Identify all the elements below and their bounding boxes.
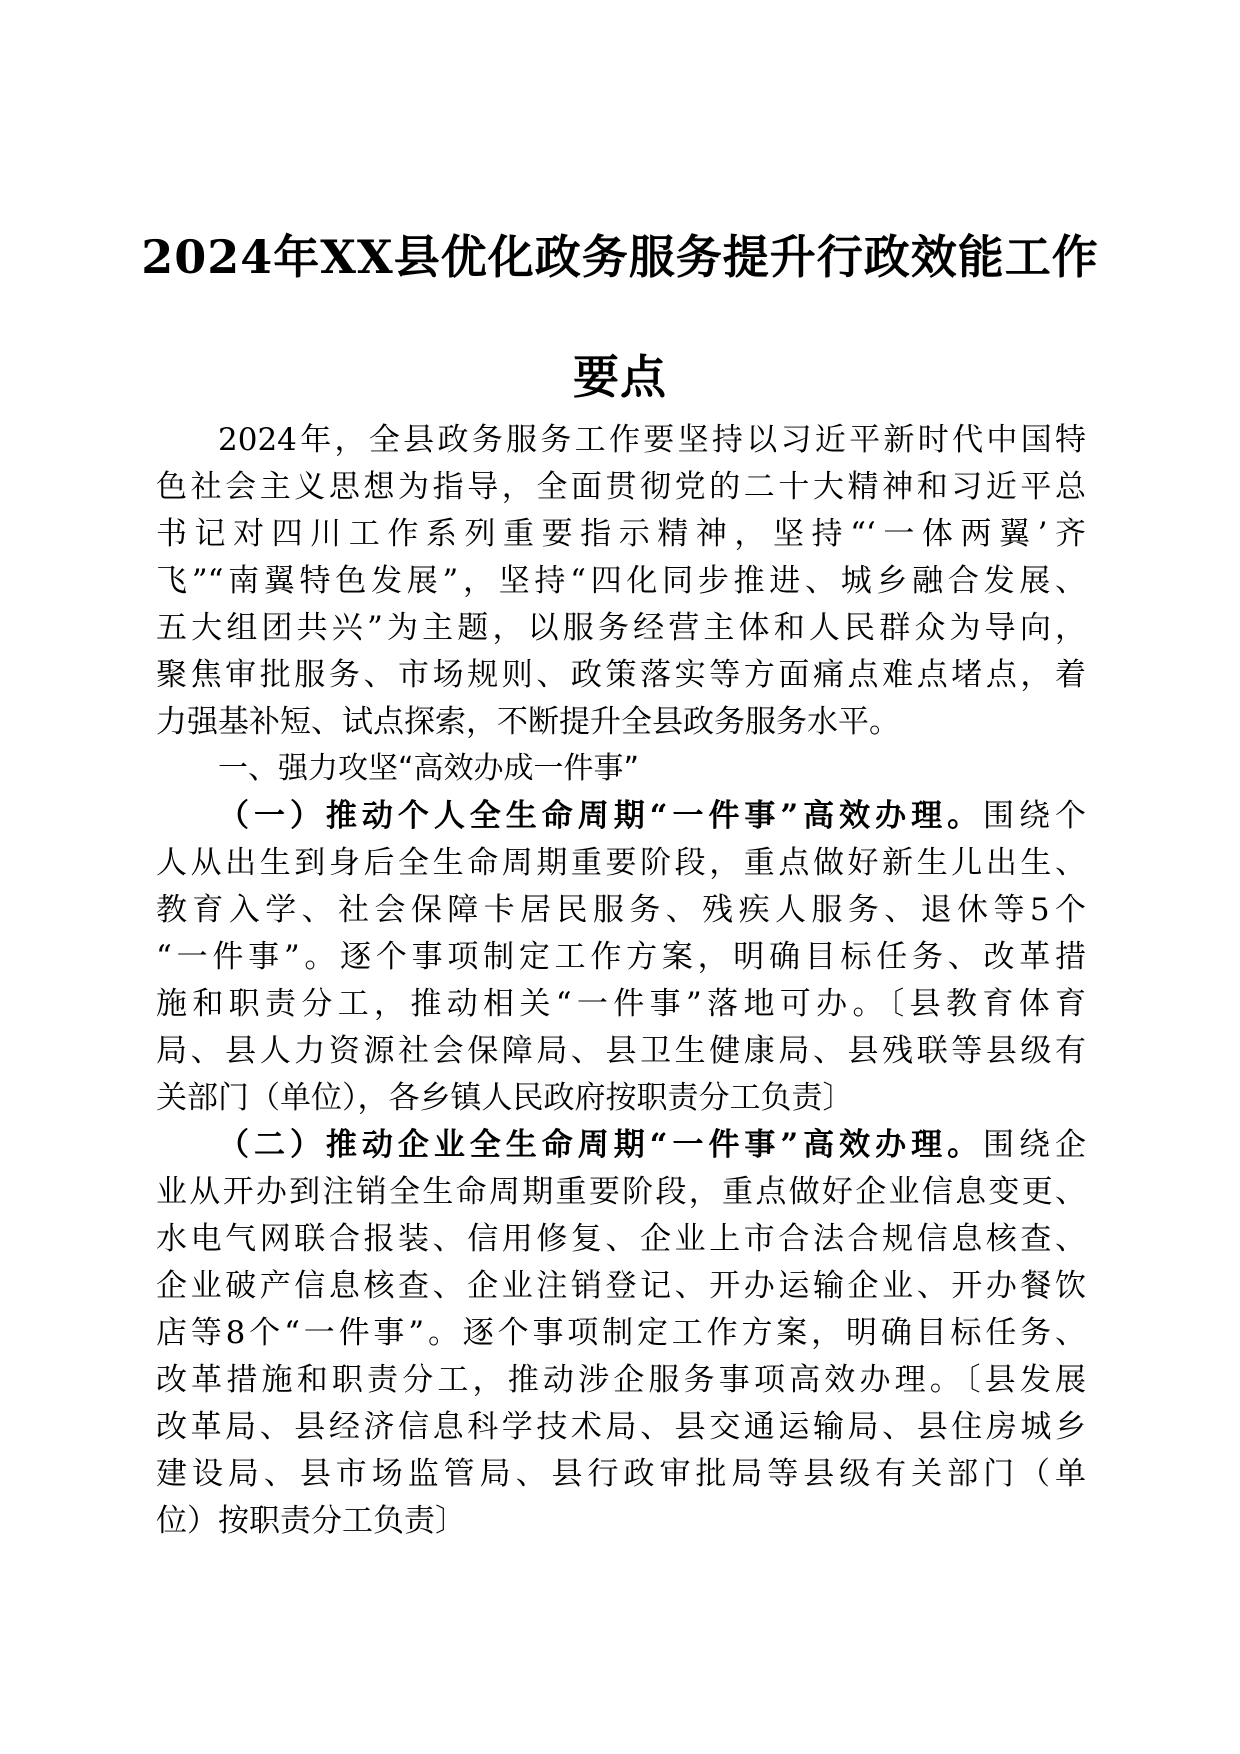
item2-lead: （二）推动企业全生命周期“一件事”高效办理。 [218,1127,984,1163]
item2-line: 建设局、县市场监管局、县行政审批局等县级有关部门（单 [156,1456,1086,1492]
item1-line: 局、县人力资源社会保障局、县卫生健康局、县残联等县级有 [156,1033,1086,1069]
item1-line: 人从出生到身后全生命周期重要阶段，重点做好新生儿出生、 [156,845,1086,881]
item2-line: 水电气网联合报装、信用修复、企业上市合法合规信息核查、 [156,1221,1086,1257]
intro-line: 飞”“南翼特色发展”，坚持“四化同步推进、城乡融合发展、 [156,563,1086,599]
item1-line: 施和职责分工，推动相关“一件事”落地可办。〔县教育体育 [156,986,1086,1022]
document-title-line-1: 2024年XX县优化政务服务提升行政效能工作 [141,230,1099,284]
item2-line: 业从开办到注销全生命周期重要阶段，重点做好企业信息变更、 [156,1174,1086,1210]
item2-lead-tail: 围绕企 [983,1127,1086,1163]
item1-lead-tail: 围绕个 [983,798,1086,834]
item1-line: 关部门（单位），各乡镇人民政府按职责分工负责〕 [156,1080,854,1116]
document-title-line-2: 要点 [573,350,667,404]
section-heading: 一、强力攻坚“高效办成一件事” [218,751,640,786]
intro-line: 五大组团共兴”为主题，以服务经营主体和人民群众为导向， [156,610,1086,646]
item2-line: 企业破产信息核查、企业注销登记、开办运输企业、开办餐饮 [156,1268,1086,1304]
item1-line: “一件事”。逐个事项制定工作方案，明确目标任务、改革措 [156,939,1086,975]
item2-line: 位）按职责分工负责〕 [156,1503,466,1539]
intro-line: 力强基补短、试点探索，不断提升全县政务服务水平。 [156,704,900,740]
item1-lead: （一）推动个人全生命周期“一件事”高效办理。 [218,798,984,834]
item2-line: 店等8个“一件事”。逐个事项制定工作方案，明确目标任务、 [156,1315,1086,1351]
intro-line: 聚焦审批服务、市场规则、政策落实等方面痛点难点堵点，着 [156,657,1086,693]
intro-line: 2024年，全县政务服务工作要坚持以习近平新时代中国特 [218,422,1086,458]
intro-line: 色社会主义思想为指导，全面贯彻党的二十大精神和习近平总 [156,469,1086,505]
item1-line: 教育入学、社会保障卡居民服务、残疾人服务、退休等5个 [156,892,1086,928]
item1-lead-line [218,796,1086,836]
intro-line: 书记对四川工作系列重要指示精神，坚持“‘一体两翼’齐 [156,516,1086,552]
item2-line: 改革措施和职责分工，推动涉企服务事项高效办理。〔县发展 [156,1362,1086,1398]
item2-line: 改革局、县经济信息科学技术局、县交通运输局、县住房城乡 [156,1409,1086,1445]
item2-lead-line [218,1125,1086,1165]
